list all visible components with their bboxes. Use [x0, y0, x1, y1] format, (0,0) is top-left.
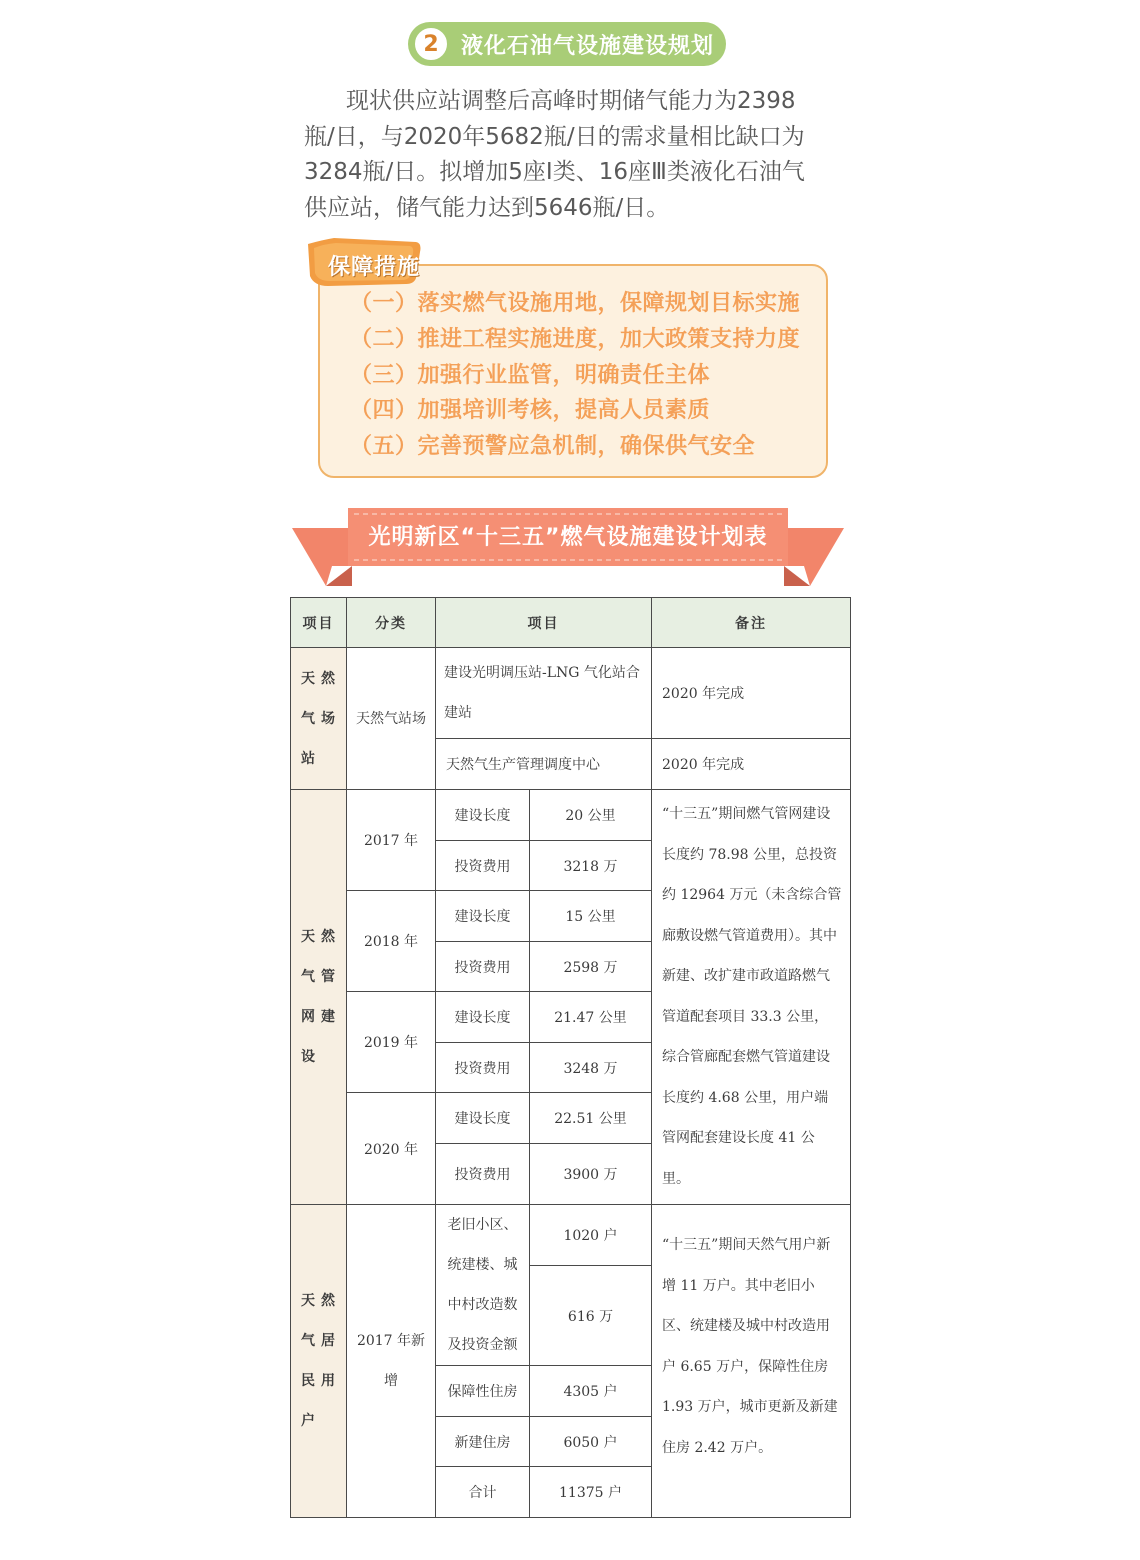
- table-header-row: [291, 598, 851, 648]
- measure-item: （一）落实燃气设施用地，保障规划目标实施: [350, 291, 801, 316]
- year-cell: 2018 年: [347, 891, 436, 992]
- group-gas-station: 天然气场站: [291, 648, 347, 790]
- label-cost: 投资费用: [436, 1043, 530, 1093]
- label-cost: 投资费用: [436, 841, 530, 891]
- plan-table: [290, 597, 851, 1518]
- note-cell: 2020 年完成: [652, 648, 851, 739]
- year-cell: 2017 年: [347, 790, 436, 891]
- label-cost: 投资费用: [436, 942, 530, 992]
- row-value: 4305 户: [530, 1366, 652, 1417]
- section-heading: [408, 22, 726, 66]
- category-residential: 2017 年新增: [347, 1205, 436, 1518]
- table-row: [291, 1205, 851, 1266]
- year-cell: 2019 年: [347, 992, 436, 1093]
- group-pipeline: 天然气管网建设: [291, 790, 347, 1205]
- label-length: 建设长度: [436, 790, 530, 841]
- header-note: 备注: [652, 598, 851, 648]
- old-area-households: 1020 户: [530, 1205, 652, 1266]
- old-area-label: 老旧小区、统建楼、城中村改造数及投资金额: [436, 1205, 530, 1366]
- measures-badge-label: 保障措施: [328, 255, 421, 280]
- row-label: 合计: [436, 1467, 530, 1518]
- row-value: 11375 户: [530, 1467, 652, 1518]
- section-title: 液化石油气设施建设规划: [461, 33, 715, 59]
- project-cell: 建设光明调压站-LNG 气化站合建站: [436, 648, 652, 739]
- year-cell: 2020 年: [347, 1093, 436, 1205]
- intro-paragraph: [304, 84, 824, 226]
- value-cost: 2598 万: [530, 942, 652, 992]
- header-category: 分类: [347, 598, 436, 648]
- value-length: 22.51 公里: [530, 1093, 652, 1144]
- residential-note: “十三五”期间天然气用户新增 11 万户。其中老旧小区、统建楼及城中村改造用户 6.65 万户，保障性住房 1.93 万户，城市更新及新建住房 2.42 万户。: [652, 1205, 851, 1518]
- value-cost: 3900 万: [530, 1144, 652, 1205]
- label-cost: 投资费用: [436, 1144, 530, 1205]
- header-project: 项目: [436, 598, 652, 648]
- table-row: [291, 648, 851, 739]
- table-row: [291, 790, 851, 841]
- value-length: 21.47 公里: [530, 992, 652, 1043]
- section-number-badge: 2: [413, 26, 449, 62]
- category-gas-station: 天然气站场: [347, 648, 436, 790]
- note-cell: 2020 年完成: [652, 739, 851, 790]
- value-length: 15 公里: [530, 891, 652, 942]
- value-length: 20 公里: [530, 790, 652, 841]
- label-length: 建设长度: [436, 1093, 530, 1144]
- value-cost: 3218 万: [530, 841, 652, 891]
- measure-item: （三）加强行业监管，明确责任主体: [350, 362, 711, 388]
- old-area-amount: 616 万: [530, 1266, 652, 1366]
- measures-list: [350, 286, 800, 465]
- project-cell: 天然气生产管理调度中心: [436, 739, 652, 790]
- pipeline-note: “十三五”期间燃气管网建设长度约 78.98 公里，总投资约 12964 万元（未含综合管廊敷设燃气管道费用）。其中新建、改扩建市政道路燃气管道配套项目 33.3 公里，综合管廊配套燃气管道建设长度约 4.68 公里，用户端管网配套建设长度 41 公里。: [652, 790, 851, 1205]
- row-label: 保障性住房: [436, 1366, 530, 1417]
- label-length: 建设长度: [436, 992, 530, 1043]
- label-length: 建设长度: [436, 891, 530, 942]
- measure-item: （五）完善预警应急机制，确保供气安全: [350, 434, 756, 460]
- header-item: 项目: [291, 598, 347, 648]
- measure-item: （四）加强培训考核，提高人员素质: [350, 398, 711, 424]
- group-residential: 天然气居民用户: [291, 1205, 347, 1518]
- value-cost: 3248 万: [530, 1043, 652, 1093]
- table-title: 光明新区“十三五”燃气设施建设计划表: [368, 525, 768, 550]
- measures-badge: [304, 238, 422, 288]
- row-value: 6050 户: [530, 1417, 652, 1467]
- row-label: 新建住房: [436, 1417, 530, 1467]
- intro-text: 现状供应站调整后高峰时期储气能力为2398瓶/日，与2020年5682瓶/日的需求量相比缺口为3284瓶/日。拟增加5座I类、16座Ⅲ类液化石油气供应站，储气能力达到5646瓶/日。: [304, 88, 805, 221]
- measure-item: （二）推进工程实施进度，加大政策支持力度: [350, 326, 801, 352]
